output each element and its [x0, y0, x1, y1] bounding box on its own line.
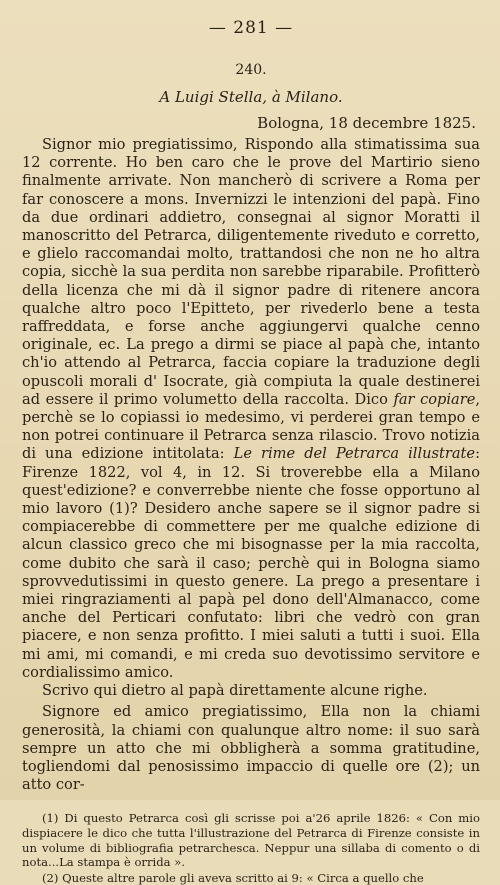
letter-addressee: A Luigi Stella, à Milano. — [159, 88, 343, 106]
footnote-separator — [22, 802, 480, 803]
footnote-1: (1) Di questo Petrarca così gli scrisse poi a'26 aprile 1826: « Con mio dispiacere le dico che tutta l'illustrazione del Petrarca di Firenze consiste in un volume di bibliografia petrarchesca. Neppur una sillaba di comento o di nota...La stampa è orrida ». — [22, 811, 480, 870]
letter-dateline: Bologna, 18 decembre 1825. — [257, 114, 476, 132]
body-text: : Firenze 1822, vol 4, in 12. Si troverebbe ella a Milano quest'edizione? e converrebbe niente che fosse opportuno al mio lavoro (1)? Desidero anche sapere se il signor padre si compiacerebbe di commettere per me qualche edizione di alcun classico greco che mi bisognasse per la mia raccolta, come dubito che sarà il caso; perchè qui in Bologna siamo sprovvedutissimi in questo genere. La prego a presentare i miei ringraziamenti al papà pel dono dell'Almanacco, come anche del Perticari confutato: libri che vedrò con gran piacere, e non senza profitto. I miei saluti a tutti i suoi. Ella mi ami, mi comandi, e mi creda suo devotissimo servitore e cordialissimo amico. — [22, 445, 480, 681]
letter-body-paragraph — [22, 136, 480, 682]
postscript-paragraph: Scrivo qui dietro al papà direttamente alcune righe. — [42, 682, 428, 700]
letter-number: 240. — [235, 62, 267, 78]
italic-phrase: far copiare — [393, 390, 476, 408]
body-text: , perchè se lo copiassi io medesimo, vi perderei gran tempo e non potrei continuare il Petrarca senza rilascio. Trovo notizia di una edizione intitolata: — [22, 390, 480, 463]
footnote-2: (2) Queste altre parole gli aveva scritto ai 9: « Circa a quello che — [42, 870, 424, 885]
second-letter-paragraph: Signore ed amico pregiatissimo, Ella non la chiami generosità, la chiami con qualunque altro nome: il suo sarà sempre un atto che mi obbligherà a somma gratitudine, togliendomi dal penosissimo impaccio di quelle ore (2); un atto cor- — [22, 703, 480, 794]
page-number: — 281 — — [208, 18, 294, 38]
body-text: Signor mio pregiatissimo, Rispondo alla stimatissima sua 12 corrente. Ho ben caro che le prove del Martirio sieno finalmente arrivate. Non mancherò di scrivere a Roma per far conoscere a mons. Invernizzi le intenzioni del papà. Fino da due ordinari addietro, consegnai al signor Moratti il manoscritto del Petrarca, diligentemente riveduto e corretto, e glielo raccomandai molto, trattandosi che non ne ho altra copia, sicchè la sua perdita non sarebbe riparabile. Profitterò della licenza che mi dà il signor padre di ritenere ancora qualche altro poco l'Epitteto, per rivederlo bene a testa raffreddata, e forse anche aggiungervi qualche cenno originale, ec. La prego a dirmi se piace al papà che, intanto ch'io attendo al Petrarca, faccia copiare la traduzione degli opuscoli morali d' Isocrate, già compiuta la quale destinerei ad essere il primo volumetto della raccolta. Dico — [22, 136, 480, 408]
book-title: Le rime del Petrarca illustrate — [233, 445, 476, 463]
